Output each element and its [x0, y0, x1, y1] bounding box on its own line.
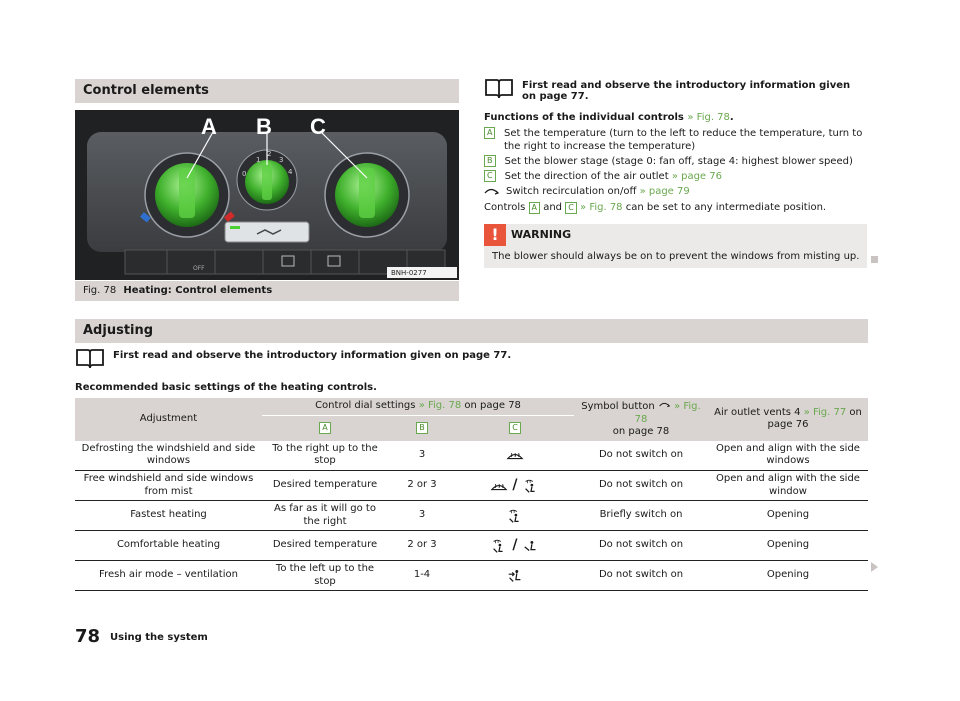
header-key-b: B: [388, 415, 456, 441]
cell-air-vents: Open and align with the side window: [716, 473, 860, 497]
caption-number: Fig. 78: [83, 285, 117, 296]
continue-arrow-icon: [871, 562, 878, 572]
controls-note-p2: and: [543, 202, 563, 213]
footer-section: Using the system: [110, 632, 208, 643]
cell-dial-a: Desired temperature: [272, 479, 378, 491]
dial-b-1: 1: [256, 156, 261, 164]
page-76-link[interactable]: » page 76: [671, 171, 722, 182]
header-key-c: C: [456, 415, 574, 441]
footwell-icon: [522, 538, 540, 554]
function-item-b: [484, 155, 864, 168]
function-text-recirc: Switch recirculation on/off: [506, 186, 637, 197]
header-symbol-fig-link[interactable]: » Fig. 78: [634, 401, 701, 425]
cell-adjustment: Fresh air mode – ventilation: [99, 569, 238, 581]
controls-note-p1: Controls: [484, 202, 526, 213]
windshield-defrost-icon: [490, 478, 508, 494]
controls-note-p3: can be set to any intermediate position.: [625, 202, 827, 213]
dial-b-4: 4: [288, 168, 293, 176]
book-icon: [484, 78, 514, 100]
cell-dial-b: 3: [418, 449, 426, 460]
callout-c: C: [310, 114, 326, 139]
page-79-link[interactable]: » page 79: [639, 186, 690, 197]
key-b: B: [484, 155, 496, 167]
recirculation-button: [225, 222, 309, 242]
cell-dial-a: Desired temperature: [272, 539, 378, 551]
windshield-defrost-icon: [506, 447, 524, 463]
caption-text: Heating: Control elements: [123, 285, 273, 296]
cell-adjustment: Defrosting the windshield and side windows: [81, 442, 256, 467]
figure-caption: [75, 281, 459, 301]
header-air-vents: Air outlet vents 4 » Fig. 77 on page 76: [708, 398, 868, 441]
cell-air-vents: Opening: [766, 569, 810, 581]
header-control-dial: Control dial settings » Fig. 78 on page 78: [262, 398, 574, 415]
controls-note-key-c: C: [565, 202, 577, 214]
functions-heading: Functions of the individual controls: [484, 112, 684, 123]
table-row: [75, 441, 868, 471]
cell-air-vents: Opening: [766, 509, 810, 521]
cell-dial-c: [456, 531, 574, 561]
controls-note-key-a: A: [529, 202, 540, 214]
cell-dial-c: [456, 471, 574, 501]
callout-a: A: [201, 114, 217, 139]
header-fig78-link[interactable]: » Fig. 78: [418, 400, 462, 411]
functions-list: [484, 127, 864, 198]
cell-dial-c: [456, 441, 574, 471]
table-row: [75, 501, 868, 531]
recirculation-icon: [484, 185, 499, 197]
cell-dial-c: [456, 561, 574, 591]
cell-adjustment: Fastest heating: [130, 509, 207, 521]
warning-icon: !: [484, 224, 506, 246]
functions-heading-line: [484, 112, 734, 123]
cell-symbol-button: Do not switch on: [598, 479, 684, 491]
cell-dial-a: To the right up to the stop: [272, 442, 378, 467]
defrost-footwell-icon: [506, 508, 524, 524]
adjusting-heading: [75, 319, 868, 343]
cell-dial-a: As far as it will go to the right: [274, 503, 376, 527]
end-marker-icon: [871, 256, 878, 263]
cell-adjustment: Free windshield and side windows from mist: [83, 473, 254, 497]
adjusting-title: Adjusting: [83, 323, 154, 338]
table-row: [75, 471, 868, 501]
cell-air-vents: Open and align with the side windows: [716, 442, 860, 467]
off-label: OFF: [193, 265, 205, 272]
control-elements-heading: [75, 79, 459, 103]
icon-separator: /: [507, 536, 523, 553]
cell-symbol-button: Do not switch on: [598, 449, 684, 460]
control-elements-title: Control elements: [83, 83, 209, 98]
function-text-b: Set the blower stage (stage 0: fan off, stage 4: highest blower speed): [504, 156, 853, 167]
cell-symbol-button: Briefly switch on: [599, 509, 683, 521]
face-footwell-icon: [506, 568, 524, 584]
function-text-a: Set the temperature (turn to the left to reduce the temperature, turn to the right to increase the temperature): [504, 128, 863, 152]
key-a: A: [484, 127, 495, 139]
warning-box: [484, 224, 867, 268]
callout-b: B: [256, 114, 272, 139]
adjusting-subheading: Recommended basic settings of the heating controls.: [75, 382, 377, 393]
warning-text: The blower should always be on to prevent the windows from misting up.: [492, 251, 860, 262]
functions-period: .: [729, 112, 734, 123]
function-item-recirc: [484, 185, 864, 198]
header-symbol-button: Symbol button » Fig. 78 on page 78: [574, 398, 708, 441]
warning-title: WARNING: [511, 228, 572, 241]
table-row: [75, 561, 868, 591]
controls-note: [484, 202, 864, 214]
cell-dial-b: 2 or 3: [407, 479, 437, 491]
header-key-a: A: [262, 415, 388, 441]
cell-symbol-button: Do not switch on: [598, 569, 684, 581]
cell-dial-b: 2 or 3: [407, 539, 437, 551]
cell-adjustment: Comfortable heating: [116, 539, 221, 551]
cell-dial-b: 3: [418, 509, 426, 521]
figure-78: [75, 110, 459, 280]
cell-air-vents: Opening: [766, 539, 810, 551]
function-item-a: [484, 127, 864, 153]
header-adjustment: Adjustment: [75, 398, 262, 441]
controls-note-fig-link[interactable]: » Fig. 78: [580, 202, 623, 213]
function-item-c: [484, 170, 864, 183]
cell-dial-a: To the left up to the stop: [275, 563, 375, 587]
dial-b-3: 3: [279, 156, 284, 164]
figure-code: BNH-0277: [391, 269, 427, 277]
icon-separator: /: [507, 476, 523, 493]
settings-table: [75, 398, 868, 591]
header-fig77-link[interactable]: » Fig. 77: [803, 406, 847, 418]
functions-fig-link[interactable]: » Fig. 78: [687, 112, 730, 123]
adjusting-intro: First read and observe the introductory information given on page 77.: [113, 350, 512, 361]
defrost-footwell-icon: [522, 478, 540, 494]
dial-b-2: 2: [267, 150, 272, 158]
cell-dial-b: 1-4: [413, 569, 431, 581]
recirculation-icon-header: [658, 400, 671, 409]
defrost-footwell-icon: [490, 538, 508, 554]
book-icon-2: [75, 348, 105, 370]
cell-symbol-button: Do not switch on: [598, 539, 684, 551]
cell-dial-c: [456, 501, 574, 531]
dial-b-0: 0: [242, 170, 247, 178]
page-number: 78: [75, 626, 101, 647]
key-c: C: [484, 170, 496, 182]
right-intro: First read and observe the introductory information given on page 77.: [522, 80, 851, 102]
table-row: [75, 531, 868, 561]
function-text-c: Set the direction of the air outlet: [504, 171, 669, 182]
